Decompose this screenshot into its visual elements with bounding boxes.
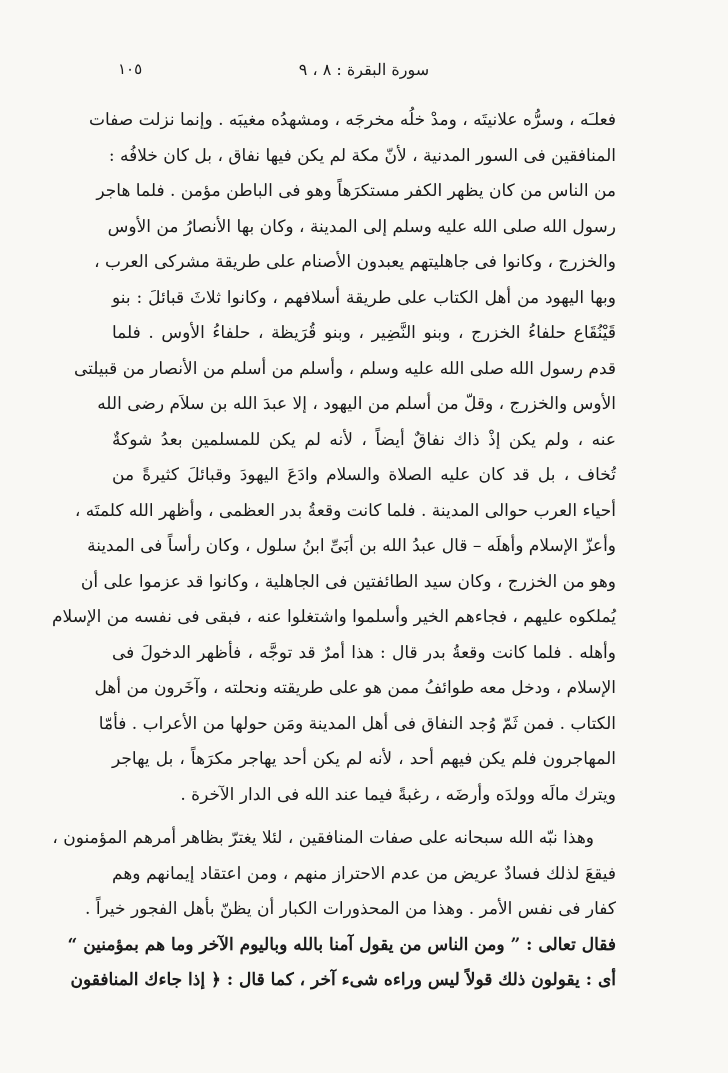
text-line: من الناس من كان يظهر الكفر مستكرَهاً وهو فى الباطن مؤمن . فلما هاجر bbox=[96, 181, 616, 201]
text-line: أى : يقولون ذلك قولاً ليس وراءه شىء آخر ، كما قال : ﴿ إذا جاءك المنافقون bbox=[70, 970, 616, 990]
page-number: ١٠٥ bbox=[118, 60, 143, 78]
text-line: يُملكوه عليهم ، فجاءهم الخير وأسلموا واشتغلوا عنه ، فبقى فى نفسه من الإسلام bbox=[52, 607, 616, 627]
text-line: تُخاف ، بل قد كان عليه الصلاة والسلام وادَعَ اليهودَ وقبائلَ كثيرةً من bbox=[112, 465, 616, 485]
text-line: وهذا نبّه الله سبحانه على صفات المنافقين ، لئلا يغترّ بظاهر أمرهم المؤمنون ، bbox=[52, 828, 594, 848]
text-line: أحياء العرب حوالى المدينة . فلما كانت وقعةُ بدر العظمى ، وأظهر الله كلمتَه ، bbox=[74, 500, 616, 521]
body-text bbox=[52, 103, 616, 999]
text-line: الإسلام ، ودخل معه طوائفُ ممن هو على طريقته ونحلته ، وآخَرون من أهل bbox=[94, 678, 616, 698]
text-line: ويترك مالَه وولدَه وأرضَه ، رغبةً فيما عند الله فى الدار الآخرة . bbox=[180, 784, 616, 805]
text-line: فقال تعالى : ” ومن الناس من يقول آمنا بالله وباليوم الآخر وما هم بمؤمنين “ bbox=[67, 934, 616, 955]
text-line: المهاجرون فلم يكن فيهم أحد ، لأنه لم يكن أحد يهاجر مكرَهاً ، بل يهاجر bbox=[112, 749, 616, 769]
text-line: كفار فى نفس الأمر . وهذا من المحذورات الكبار أن يظنّ بأهل الفجور خيراً . bbox=[85, 899, 616, 919]
text-line: المنافقين فى السور المدنية ، لأنّ مكة لم يكن فيها نفاق ، بل كان خلافُه : bbox=[108, 145, 616, 166]
paragraph-gap bbox=[112, 813, 616, 821]
text-line: قَيْنُقَاع حلفاءُ الخزرج ، وبنو النَّضِير ، وبنو قُرَيظة ، حلفاءُ الأوس . فلما bbox=[112, 323, 616, 343]
text-line: قدم رسول الله صلى الله عليه وسلم ، وأسلم من أسلم من الأنصار من قبيلتى bbox=[74, 358, 616, 379]
text-line: وأهله . فلما كانت وقعةُ بدر قال : هذا أمرٌ قد توجَّه ، فأظهر الدخولَ فى bbox=[112, 642, 616, 663]
text-line: الأوس والخزرج ، وقلّ من أسلم من اليهود ، إلا عبدَ الله بن سلاَم رضى الله bbox=[97, 394, 616, 414]
text-line: وبها اليهود من أهل الكتاب على طريقة أسلافهم ، وكانوا ثلاثَ قبائلَ : بنو bbox=[112, 287, 616, 308]
surah-title: سورة البقرة : ٨ ، ٩ bbox=[298, 60, 430, 79]
text-line: وهو من الخزرج ، وكان سيد الطائفتين فى الجاهلية ، وكانوا قد عزموا على أن bbox=[80, 571, 616, 592]
text-line: فعلـَه ، وسرُّه علانيتَه ، ومدْ خلُه مخرجَه ، ومشهدُه مغيبَه . وإنما نزلت صفات bbox=[89, 110, 616, 130]
text-line: فيقعَ لذلك فسادٌ عريض من عدم الاحتراز منهم ، ومن اعتقاد إيمانهم وهم bbox=[112, 863, 616, 884]
text-line: الكتاب . فمن ثَمّ وُجد النفاق فى أهل المدينة ومَن حولها من الأعراب . فأمّا bbox=[98, 713, 616, 734]
page-header bbox=[0, 60, 728, 90]
text-line: وأعزّ الإسلام وأهلَه – قال عبدُ الله بن أبَىِّ ابنُ سلول ، وكان رأساً فى المدينة bbox=[87, 536, 616, 556]
text-line: رسول الله صلى الله عليه وسلم إلى المدينة ، وكان بها الأنصارُ من الأوس bbox=[107, 216, 616, 237]
text-line: والخزرج ، وكانوا فى جاهليتهم يعبدون الأصنام على طريقة مشركى العرب ، bbox=[94, 252, 616, 272]
text-line: عنه ، ولم يكن إذْ ذاك نفاقٌ أيضاً ، لأنه لم يكن للمسلمين بعدُ شوكةٌ bbox=[112, 429, 616, 450]
